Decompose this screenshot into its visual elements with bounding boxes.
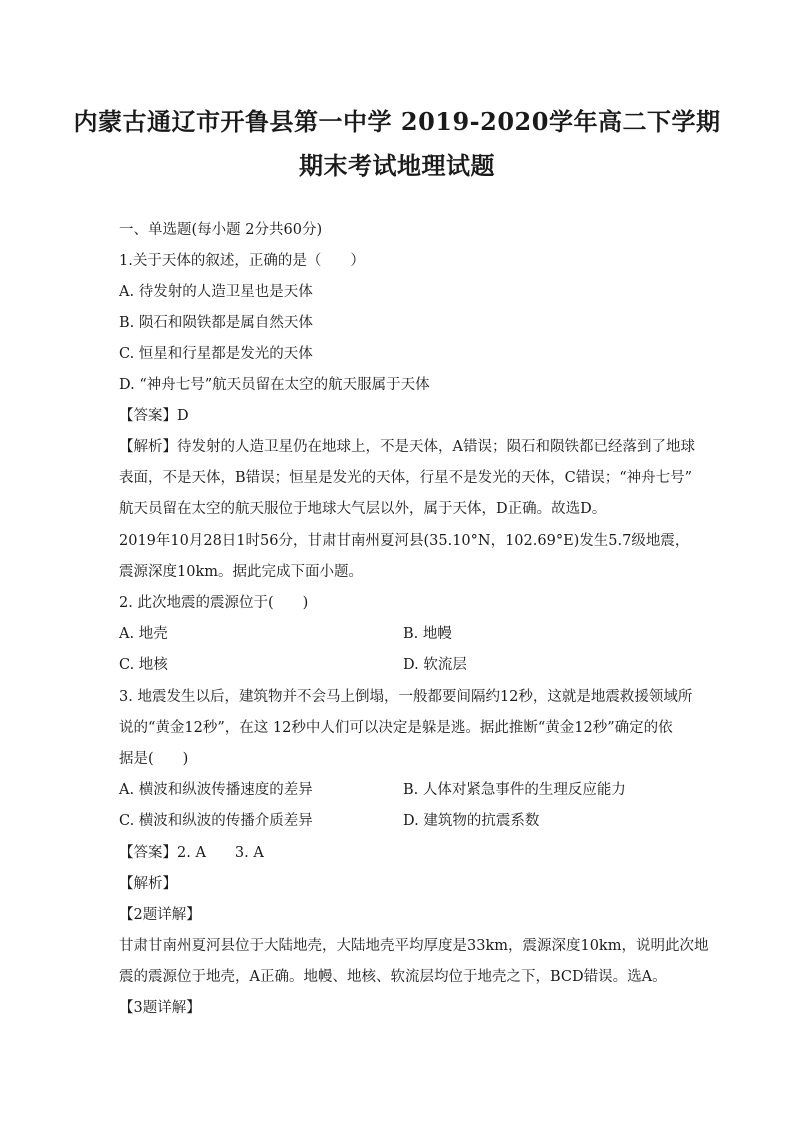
q2-option-d: D. 软流层 [403,657,467,673]
section-heading: 一、单选题(每小题 2分共60分) [119,222,323,238]
q3-stem-line-2: 说的“黄金12秒”，在这 12秒中人们可以决定是躲是逃。据此推断“黄金12秒”确定的依 [119,720,673,736]
q3-option-a: A. 横波和纵波传播速度的差异 [119,782,313,798]
q3-option-c: C. 横波和纵波的传播介质差异 [119,813,313,829]
q1-analysis-line-2: 表面，不是天体，B错误；恒星是发光的天体，行星不是发光的天体，C错误；“神舟七号” [119,470,693,486]
document-title-line-1: 内蒙古通辽市开鲁县第一中学 2019-2020学年高二下学期 [73,107,721,136]
q1-stem: 1.关于天体的叙述，正确的是（ ） [119,253,365,269]
q2-option-b: B. 地幔 [403,626,452,642]
material-line-2: 震源深度10km。据此完成下面小题。 [119,564,363,580]
q1-analysis-line-1: 【解析】待发射的人造卫星仍在地球上，不是天体，A错误；陨石和陨铁都已经落到了地球 [119,439,695,455]
q2-option-a: A. 地壳 [119,626,168,642]
q1-option-c: C. 恒星和行星都是发光的天体 [119,346,313,362]
q23-answer: 【答案】2. A 3. A [119,845,264,861]
document-title-line-2: 期末考试地理试题 [299,151,495,180]
q3-stem-line-3: 据是( ) [119,751,189,767]
q2-stem: 2. 此次地震的震源位于( ) [119,595,309,611]
q2-detail-line-2: 震的震源位于地壳，A正确。地幔、地核、软流层均位于地壳之下，BCD错误。选A。 [119,969,667,985]
q3-detail-label: 【3题详解】 [119,1000,201,1016]
q1-analysis-line-3: 航天员留在太空的航天服位于地球大气层以外，属于天体，D正确。故选D。 [119,501,607,517]
q2-option-c: C. 地核 [119,657,168,673]
q1-option-a: A. 待发射的人造卫星也是天体 [119,284,313,300]
q2-detail-label: 【2题详解】 [119,907,201,923]
q1-option-b: B. 陨石和陨铁都是属自然天体 [119,315,313,331]
q1-option-d: D. “神舟七号”航天员留在太空的航天服属于天体 [119,377,430,393]
q3-stem-line-1: 3. 地震发生以后，建筑物并不会马上倒塌，一般都要间隔约12秒，这就是地震救援领域所 [119,689,693,705]
q1-answer: 【答案】D [119,408,189,424]
q3-option-b: B. 人体对紧急事件的生理反应能力 [403,782,626,798]
analysis-label: 【解析】 [119,876,177,892]
q3-option-d: D. 建筑物的抗震系数 [403,813,540,829]
q2-detail-line-1: 甘肃甘南州夏河县位于大陆地壳，大陆地壳平均厚度是33km，震源深度10km，说明此次地 [119,938,709,954]
material-line-1: 2019年10月28日1时56分，甘肃甘南州夏河县(35.10°N，102.69°E)发生5.7级地震， [119,533,690,549]
